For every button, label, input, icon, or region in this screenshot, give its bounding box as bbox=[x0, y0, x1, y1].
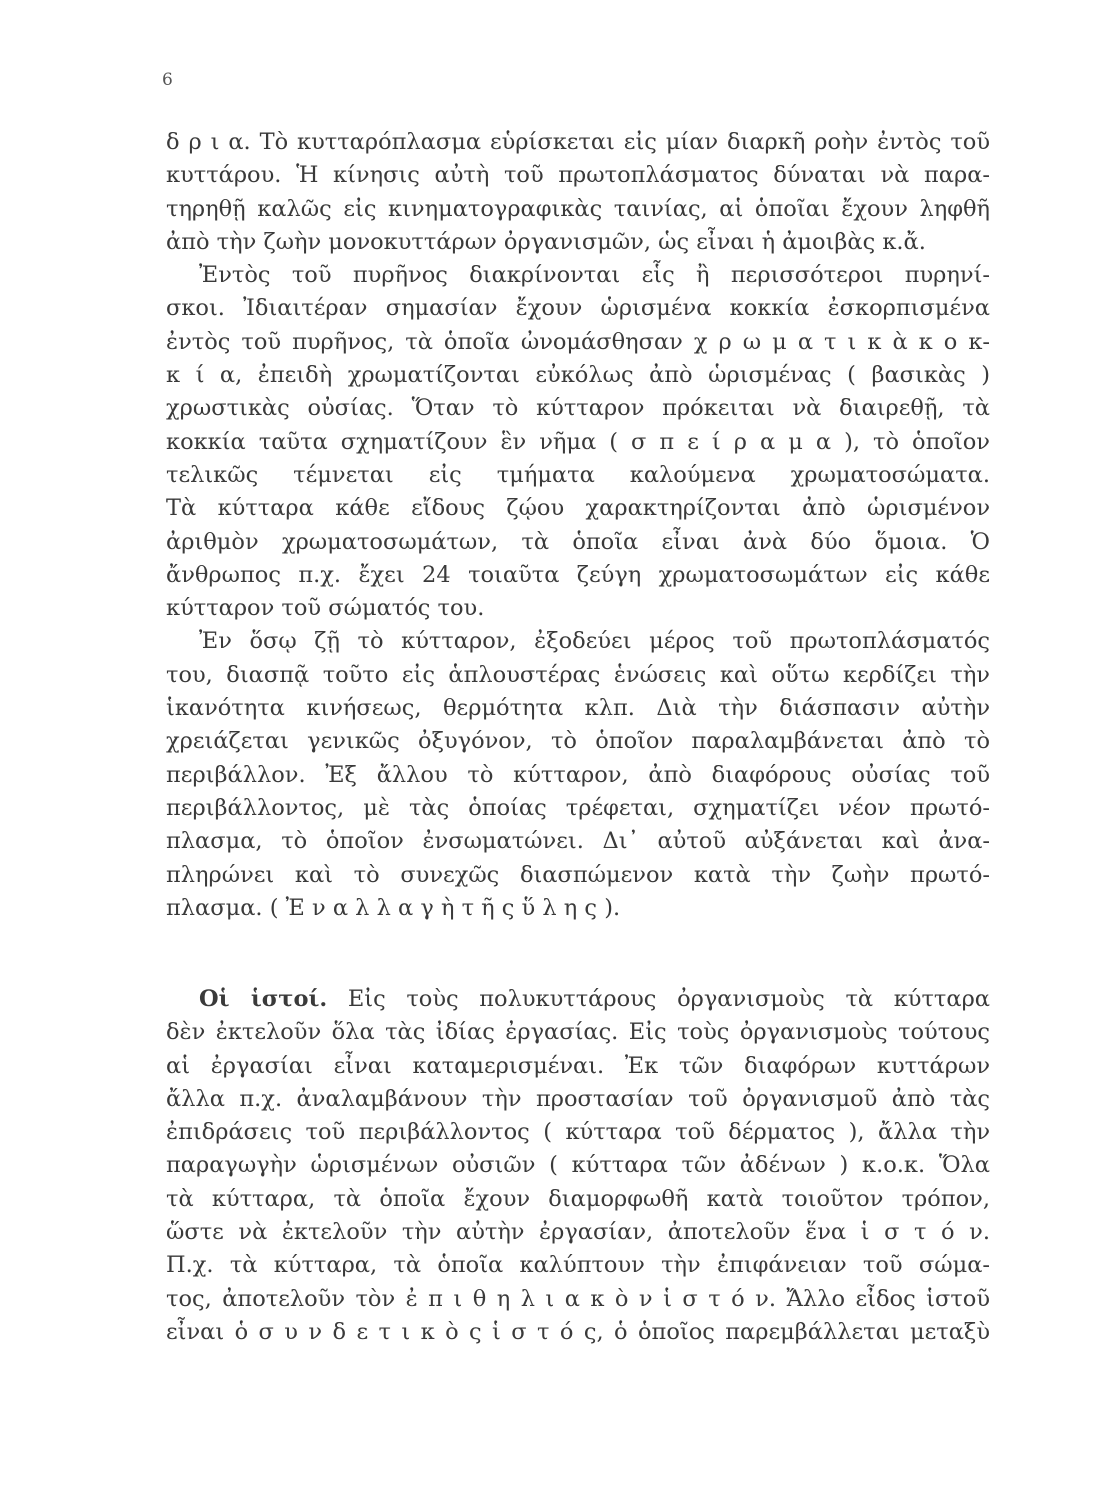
text-line: Π.χ. τὰ κύτταρα, τὰ ὁποῖα καλύπτουν τὴν ἐπιφάνειαν τοῦ σώμα- bbox=[166, 1252, 990, 1279]
text-line: ἀπὸ τὴν ζωὴν μονοκυττάρων ὀργανισμῶν, ὡς εἶναι ἡ ἀμοιβὰς κ.ἄ. bbox=[166, 228, 926, 255]
text-line: κ ί α, ἐπειδὴ χρωματίζονται εὐκόλως ἀπὸ ὡρισμένας ( βασικὰς ) bbox=[166, 362, 990, 389]
text-line: ὥστε νὰ ἐκτελοῦν τὴν αὐτὴν ἐργασίαν, ἀποτελοῦν ἕνα ἱ σ τ ό ν. bbox=[166, 1219, 990, 1246]
text-line: δὲν ἐκτελοῦν ὅλα τὰς ἰδίας ἐργασίας. Εἰς τοὺς ὀργανισμοὺς τούτους bbox=[166, 1019, 990, 1046]
text-line: περιβάλλον. Ἐξ ἄλλου τὸ κύτταρον, ἀπὸ διαφόρους οὐσίας τοῦ bbox=[166, 761, 990, 788]
text-line: Τὰ κύτταρα κάθε εἴδους ζῴου χαρακτηρίζονται ἀπὸ ὡρισμένον bbox=[166, 495, 990, 522]
main-text-body bbox=[166, 126, 990, 925]
text-line: τὰ κύτταρα, τὰ ὁποῖα ἔχουν διαμορφωθῆ κατὰ τοιοῦτον τρόπον, bbox=[166, 1185, 990, 1212]
text-line: σκοι. Ἰδιαιτέραν σημασίαν ἔχουν ὡρισμένα κοκκία ἐσκορπισμένα bbox=[166, 295, 990, 322]
text-line: χρωστικὰς οὐσίας. Ὅταν τὸ κύτταρον πρόκειται νὰ διαιρεθῇ, τὰ bbox=[166, 395, 990, 422]
text-line: κύτταρον τοῦ σώματός του. bbox=[166, 595, 485, 622]
text-line: τηρηθῇ καλῶς εἰς κινηματογραφικὰς ταινίας, αἱ ὁποῖαι ἔχουν ληφθῆ bbox=[166, 195, 990, 222]
text-line: περιβάλλοντος, μὲ τὰς ὁποίας τρέφεται, σχηματίζει νέον πρωτό- bbox=[166, 794, 990, 821]
text-line: κοκκία ταῦτα σχηματίζουν ἓν νῆμα ( σ π ε ί ρ α μ α ), τὸ ὁποῖον bbox=[166, 428, 990, 455]
text-line: εἶναι ὁ σ υ ν δ ε τ ι κ ὸ ς ἱ σ τ ό ς, ὁ ὁποῖος παρεμβάλλεται μεταξὺ bbox=[166, 1318, 990, 1345]
text-line: τος, ἀποτελοῦν τὸν ἐ π ι θ η λ ι α κ ὸ ν ἱ σ τ ό ν. Ἄλλο εἶδος ἱστοῦ bbox=[166, 1285, 990, 1312]
section-histoi bbox=[166, 983, 990, 1349]
text-line: ἐπιδράσεις τοῦ περιβάλλοντος ( κύτταρα τοῦ δέρματος ), ἄλλα τὴν bbox=[166, 1119, 990, 1146]
text-line: Ἐντὸς τοῦ πυρῆνος διακρίνονται εἷς ἢ περισσότεροι πυρηνί- bbox=[199, 262, 990, 289]
section-heading: Οἱ ἱστοί. bbox=[199, 986, 328, 1012]
text-line: κυττάρου. Ἡ κίνησις αὐτὴ τοῦ πρωτοπλάσματος δύναται νὰ παρα- bbox=[166, 162, 990, 189]
text-line: δ ρ ι α. Τὸ κυτταρόπλασμα εὑρίσκεται εἰς μίαν διαρκῆ ροὴν ἐντὸς τοῦ bbox=[166, 129, 990, 155]
text-line: του, διασπᾷ τοῦτο εἰς ἁπλουστέρας ἑνώσεις καὶ οὕτω κερδίζει τὴν bbox=[166, 661, 990, 688]
text-line: αἱ ἐργασίαι εἶναι καταμερισμέναι. Ἐκ τῶν διαφόρων κυττάρων bbox=[166, 1052, 990, 1079]
text-line: χρειάζεται γενικῶς ὀξυγόνον, τὸ ὁποῖον παραλαμβάνεται ἀπὸ τὸ bbox=[166, 728, 990, 755]
text-line: ἀριθμὸν χρωματοσωμάτων, τὰ ὁποῖα εἶναι ἀνὰ δύο ὅμοια. Ὁ bbox=[166, 528, 990, 555]
section-first-line-text: Εἰς τοὺς πολυκυττάρους ὀργανισμοὺς τὰ κύτταρα bbox=[347, 986, 990, 1012]
text-line: ἄνθρωπος π.χ. ἔχει 24 τοιαῦτα ζεύγη χρωματοσωμάτων εἰς κάθε bbox=[166, 561, 990, 588]
section-first-line bbox=[166, 983, 990, 1016]
text-line: πλασμα, τὸ ὁποῖον ἐνσωματώνει. Δι᾽ αὐτοῦ αὐξάνεται καὶ ἀνα- bbox=[166, 828, 990, 855]
text-line: Ἐν ὅσῳ ζῇ τὸ κύτταρον, ἐξοδεύει μέρος τοῦ πρωτοπλάσματός bbox=[199, 628, 990, 655]
page-number: 6 bbox=[162, 70, 173, 90]
text-line: πλασμα. ( Ἐ ν α λ λ α γ ὴ τ ῆ ς ὕ λ η ς ). bbox=[166, 894, 621, 921]
text-line: πληρώνει καὶ τὸ συνεχῶς διασπώμενον κατὰ τὴν ζωὴν πρωτό- bbox=[166, 861, 990, 888]
text-line: ἄλλα π.χ. ἀναλαμβάνουν τὴν προστασίαν τοῦ ὀργανισμοῦ ἀπὸ τὰς bbox=[166, 1085, 990, 1112]
text-line: ἐντὸς τοῦ πυρῆνος, τὰ ὁποῖα ὠνομάσθησαν χ ρ ω μ α τ ι κ ὰ κ ο κ- bbox=[166, 328, 990, 355]
text-line: τελικῶς τέμνεται εἰς τμήματα καλούμενα χρωματοσώματα. bbox=[166, 461, 990, 488]
text-line: ἱκανότητα κινήσεως, θερμότητα κλπ. Διὰ τὴν διάσπασιν αὐτὴν bbox=[166, 695, 990, 722]
text-line: παραγωγὴν ὡρισμένων οὐσιῶν ( κύτταρα τῶν ἀδένων ) κ.ο.κ. Ὅλα bbox=[166, 1152, 990, 1179]
